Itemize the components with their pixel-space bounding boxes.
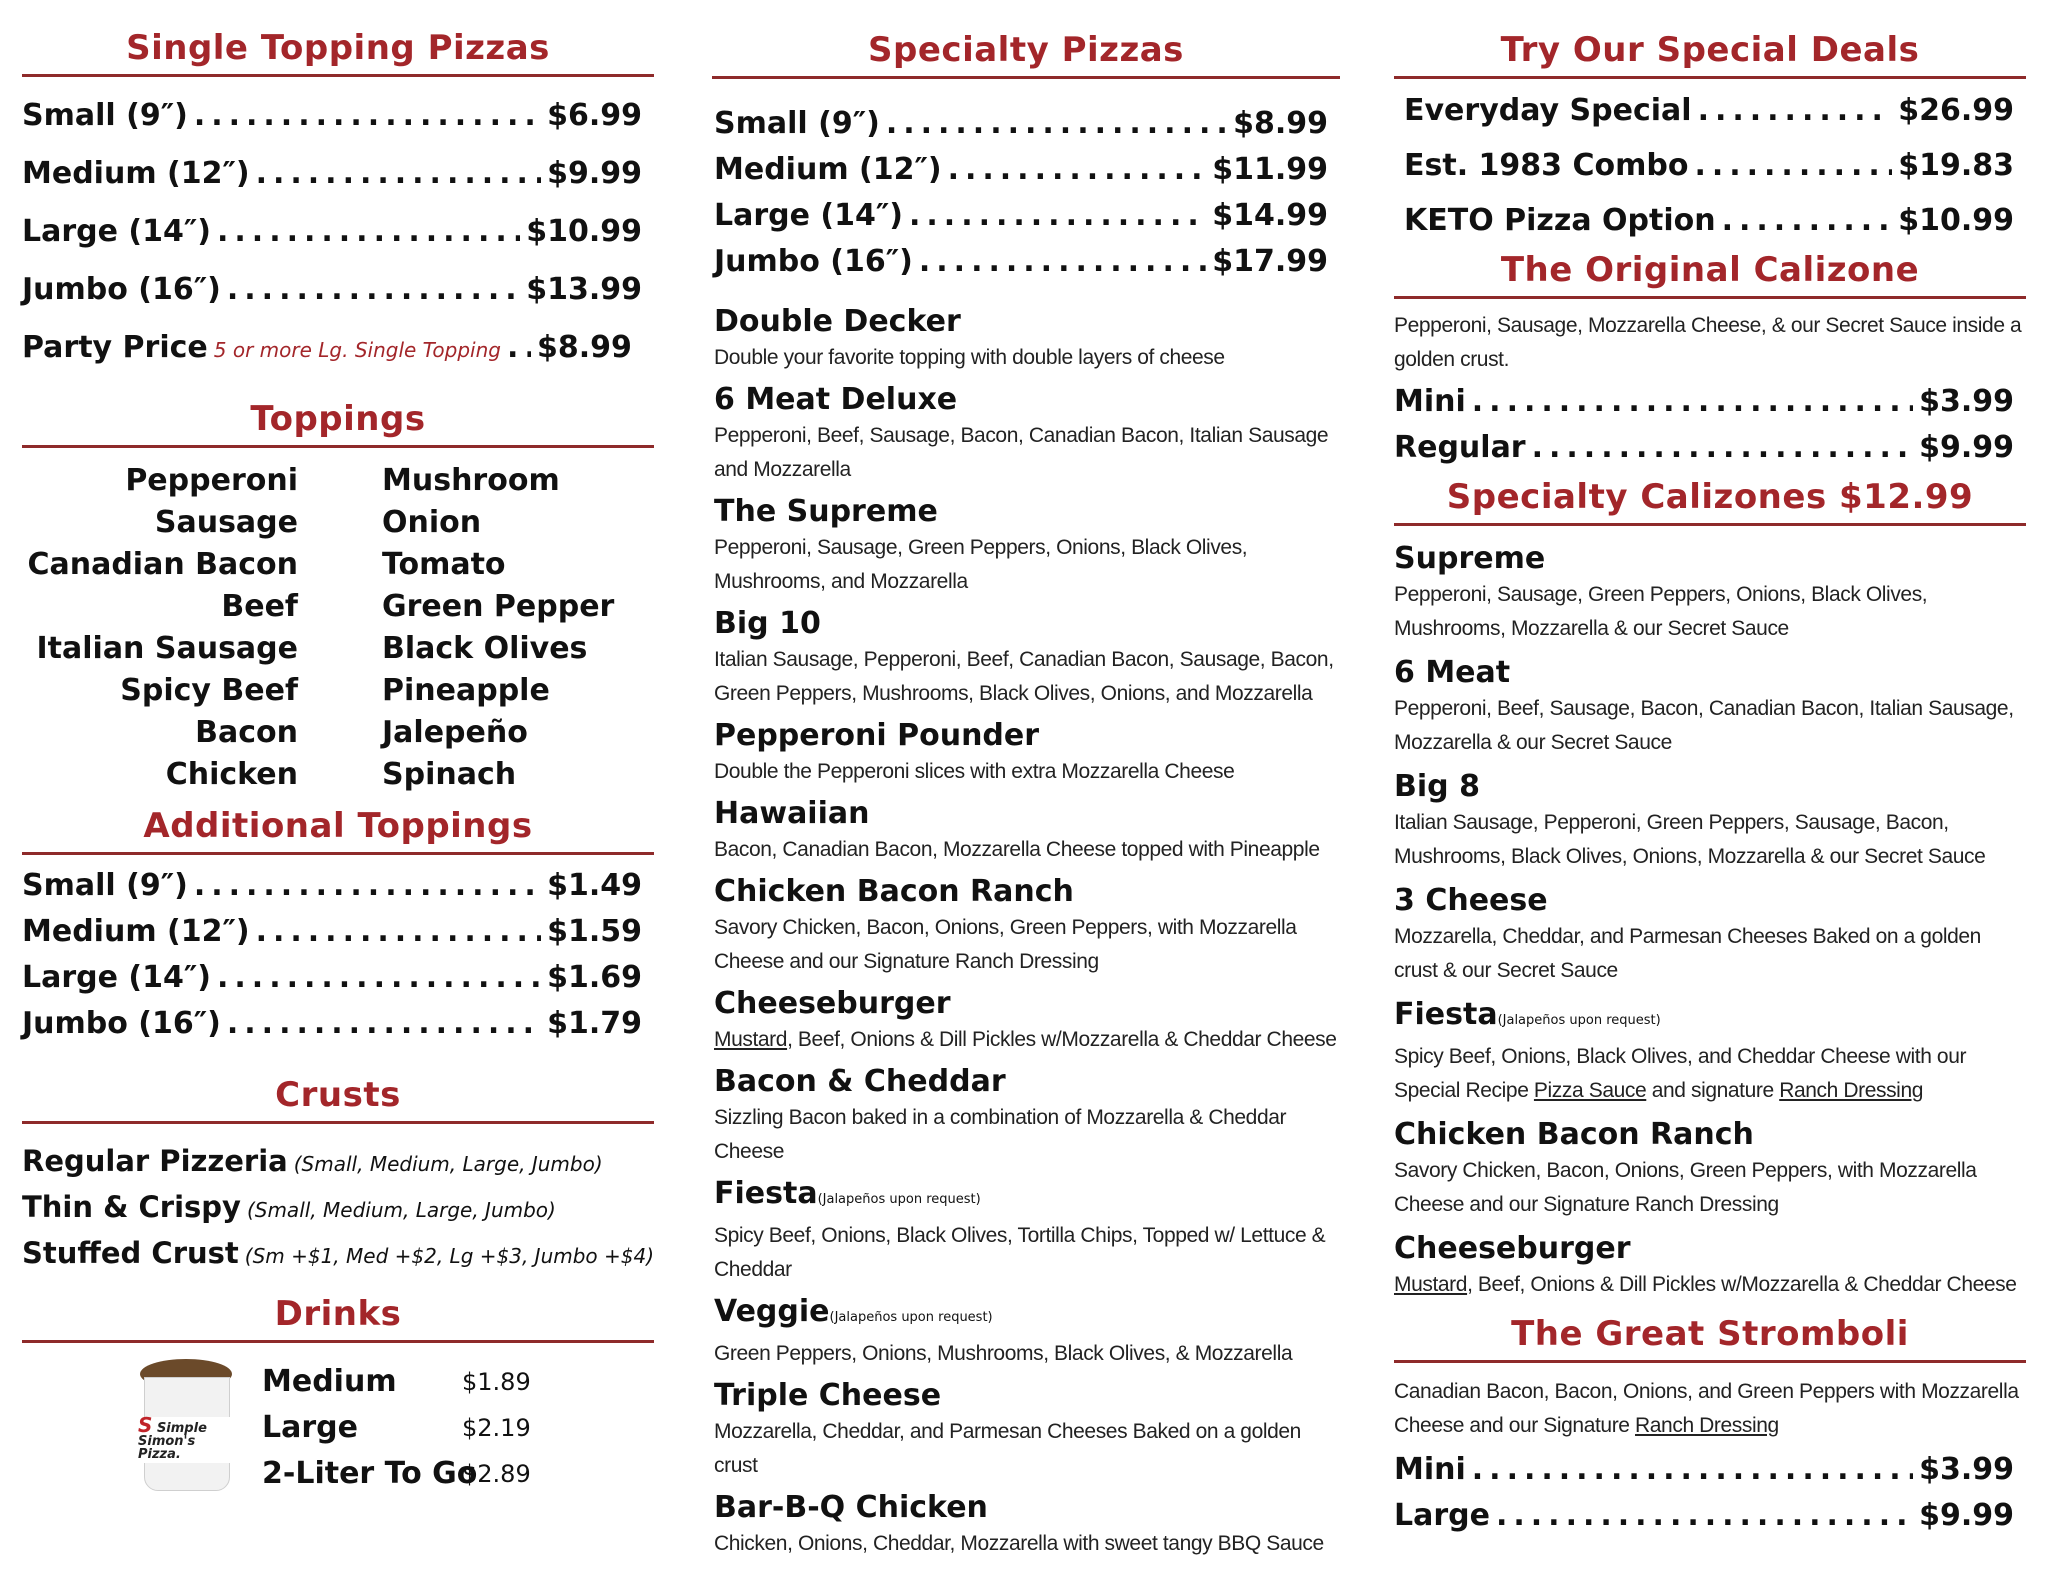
price-row xyxy=(22,863,642,909)
topping-item: Sausage xyxy=(154,505,298,540)
dot-leader xyxy=(886,101,1227,147)
deal-label: Everyday Special xyxy=(1404,93,1692,128)
size-label: Medium (12″) xyxy=(714,152,942,187)
size-label: Regular xyxy=(1394,430,1526,465)
item-name: 3 Cheese xyxy=(1394,883,1548,918)
price-row xyxy=(1394,1493,2014,1539)
topping-item: Spicy Beef xyxy=(120,673,298,708)
topping-item: Canadian Bacon xyxy=(27,547,298,582)
price: $3.99 xyxy=(1919,384,2014,419)
item-name: Fiesta xyxy=(1394,997,1498,1032)
price-row xyxy=(1394,1447,2014,1493)
dot-leader xyxy=(507,319,531,377)
price-row xyxy=(22,87,642,145)
item-desc: Double the Pepperoni slices with extra Mozzarella Cheese xyxy=(714,760,1235,783)
drink-row xyxy=(262,1451,531,1497)
price-row xyxy=(22,145,642,203)
topping-item: Green Pepper xyxy=(382,589,615,624)
drink-list xyxy=(262,1359,531,1499)
price-row xyxy=(714,239,1328,285)
desc-text: Spicy Beef, Onions, Black Olives, and Cheddar Cheese with our Special Recipe xyxy=(1394,1045,1967,1102)
price-row xyxy=(714,193,1328,239)
size-label: Jumbo (16″) xyxy=(22,272,221,307)
item-name: Supreme xyxy=(1394,541,1546,576)
price: $13.99 xyxy=(526,272,642,307)
item-name: Chicken Bacon Ranch xyxy=(714,874,1074,909)
menu-item xyxy=(714,381,1340,487)
item-desc: Pepperoni, Beef, Sausage, Bacon, Canadian Bacon, Italian Sausage and Mozzarella xyxy=(714,424,1329,481)
price: $6.99 xyxy=(547,98,642,133)
price: $9.99 xyxy=(547,156,642,191)
desc-underlined: Ranch Dressing xyxy=(1635,1414,1779,1437)
right-column xyxy=(1394,0,2026,1582)
size-label: Small (9″) xyxy=(714,106,880,141)
item-desc: Double your favorite topping with double layers of cheese xyxy=(714,346,1225,369)
price-row xyxy=(22,203,642,261)
item-name: 6 Meat xyxy=(1394,655,1511,690)
desc-text: and signature xyxy=(1646,1079,1780,1102)
price-row xyxy=(1404,83,2014,138)
price-row xyxy=(22,261,642,319)
simple-simons-logo: S Simple Simon's Pizza. xyxy=(136,1417,242,1463)
dot-leader xyxy=(227,261,520,319)
item-name: Fiesta xyxy=(714,1176,818,1211)
size-label: Medium (12″) xyxy=(22,156,250,191)
party-label: Party Price xyxy=(22,330,208,365)
party-price-row xyxy=(22,319,642,379)
price: $1.79 xyxy=(547,1006,642,1041)
drink-price: $2.89 xyxy=(462,1460,531,1488)
price: $9.99 xyxy=(1919,1498,2014,1533)
item-desc: Sizzling Bacon baked in a combination of Mozzarella & Cheddar Cheese xyxy=(714,1106,1287,1163)
menu-item xyxy=(1394,1230,2026,1302)
menu-item xyxy=(714,1489,1340,1561)
dot-leader xyxy=(919,239,1206,285)
menu-item xyxy=(714,873,1340,979)
item-desc: Pepperoni, Sausage, Green Peppers, Onions, Black Olives, Mushrooms, and Mozzarella xyxy=(714,536,1248,593)
item-desc: Spicy Beef, Onions, Black Olives, Tortilla Chips, Topped w/ Lettuce & Cheddar xyxy=(714,1224,1326,1281)
size-label: Medium (12″) xyxy=(22,914,250,949)
crust-name: Regular Pizzeria xyxy=(22,1144,288,1178)
menu-item xyxy=(714,717,1340,789)
item-name: Cheeseburger xyxy=(1394,1231,1631,1266)
menu-item xyxy=(1394,882,2026,988)
price-row xyxy=(22,955,642,1001)
topping-item: Beef xyxy=(221,589,298,624)
price-row xyxy=(1394,379,2014,425)
size-label: Jumbo (16″) xyxy=(714,244,913,279)
menu-item xyxy=(714,1175,1340,1287)
item-name-row xyxy=(714,1293,1340,1337)
item-name: The Supreme xyxy=(714,494,938,529)
item-desc: Italian Sausage, Pepperoni, Beef, Canadian Bacon, Sausage, Bacon, Green Peppers, Mushrooms, Black Olives, Onions, and Mozzarella xyxy=(714,648,1334,705)
item-name: Chicken Bacon Ranch xyxy=(1394,1117,1754,1152)
menu-item xyxy=(714,1063,1340,1169)
item-desc: Chicken, Onions, Cheddar, Mozzarella with sweet tangy BBQ Sauce xyxy=(714,1532,1324,1555)
item-name-row xyxy=(714,1175,1340,1219)
topping-item: Onion xyxy=(382,505,482,540)
soda-cup-icon xyxy=(132,1359,242,1499)
crust-row xyxy=(22,1140,654,1186)
size-label: Large (14″) xyxy=(714,198,903,233)
desc-text: , Beef, Onions & Dill Pickles w/Mozzarella & Cheddar Cheese xyxy=(1467,1273,2017,1296)
special-deals-title: Try Our Special Deals xyxy=(1394,28,2026,79)
drink-row xyxy=(262,1405,531,1451)
price-row xyxy=(1404,193,2014,248)
dot-leader xyxy=(1722,193,1893,248)
size-label: Small (9″) xyxy=(22,868,188,903)
crust-name: Thin & Crispy xyxy=(22,1190,241,1224)
price-row xyxy=(1404,138,2014,193)
item-name: Bar-B-Q Chicken xyxy=(714,1490,988,1525)
price: $9.99 xyxy=(1919,430,2014,465)
size-label: Mini xyxy=(1394,384,1466,419)
price-row xyxy=(22,1001,642,1047)
dot-leader xyxy=(227,1001,541,1047)
single-topping-title: Single Topping Pizzas xyxy=(22,26,654,77)
desc-text: Canadian Bacon, Bacon, Onions, and Green Peppers with Mozzarella Cheese and our Signature xyxy=(1394,1380,2019,1437)
item-desc xyxy=(1394,1040,2026,1108)
price: $3.99 xyxy=(1919,1452,2014,1487)
dot-leader xyxy=(948,147,1207,193)
price: $11.99 xyxy=(1212,152,1328,187)
drinks-title: Drinks xyxy=(22,1292,654,1343)
crust-name: Stuffed Crust xyxy=(22,1236,239,1270)
price: $1.59 xyxy=(547,914,642,949)
item-desc: Pepperoni, Beef, Sausage, Bacon, Canadian Bacon, Italian Sausage, Mozzarella & our Secret Sauce xyxy=(1394,697,2014,754)
logo-text: Simple Simon's Pizza. xyxy=(138,1421,207,1462)
dot-leader xyxy=(1472,1447,1913,1493)
size-label: Large xyxy=(1394,1498,1490,1533)
price: $14.99 xyxy=(1212,198,1328,233)
item-name-row xyxy=(1394,996,2026,1040)
specialty-calizones-title: Specialty Calizones $12.99 xyxy=(1394,475,2026,526)
dot-leader xyxy=(256,145,542,203)
drink-price: $2.19 xyxy=(462,1414,531,1442)
price: $1.49 xyxy=(547,868,642,903)
stromboli-title: The Great Stromboli xyxy=(1394,1312,2026,1363)
topping-item: Italian Sausage xyxy=(36,631,298,666)
item-note: (Jalapeños upon request) xyxy=(829,1310,993,1325)
item-name: Cheeseburger xyxy=(714,986,951,1021)
price: $1.69 xyxy=(547,960,642,995)
item-name: Big 8 xyxy=(1394,769,1480,804)
toppings-list xyxy=(22,460,654,796)
size-label: Large (14″) xyxy=(22,214,211,249)
crust-row xyxy=(22,1186,654,1232)
drink-name: Medium xyxy=(262,1364,397,1399)
item-name: 6 Meat Deluxe xyxy=(714,382,958,417)
price-row xyxy=(1394,425,2014,471)
topping-item: Pineapple xyxy=(382,673,550,708)
item-name: Hawaiian xyxy=(714,796,870,831)
menu-item xyxy=(714,303,1340,375)
menu-item xyxy=(714,985,1340,1057)
price-row xyxy=(714,147,1328,193)
item-desc: Pepperoni, Sausage, Green Peppers, Onions, Black Olives, Mushrooms, Mozzarella & our Secret Sauce xyxy=(1394,583,1928,640)
item-desc: Green Peppers, Onions, Mushrooms, Black Olives, & Mozzarella xyxy=(714,1342,1293,1365)
menu-item xyxy=(1394,654,2026,760)
specialty-pizzas-title: Specialty Pizzas xyxy=(712,28,1340,79)
drinks-section xyxy=(22,1359,654,1499)
dot-leader xyxy=(1694,138,1892,193)
middle-column xyxy=(712,0,1340,1582)
item-desc xyxy=(714,1023,1340,1057)
dot-leader xyxy=(217,955,541,1001)
crust-note: (Small, Medium, Large, Jumbo) xyxy=(246,1198,556,1222)
stromboli-desc xyxy=(1394,1363,2026,1443)
left-column xyxy=(22,0,654,1582)
price: $17.99 xyxy=(1212,244,1328,279)
drink-name: 2-Liter To Go xyxy=(262,1456,478,1491)
menu-item xyxy=(714,1293,1340,1371)
dot-leader xyxy=(1532,425,1913,471)
dot-leader xyxy=(909,193,1206,239)
menu-item xyxy=(714,605,1340,711)
desc-underlined: Mustard xyxy=(714,1028,788,1051)
item-desc xyxy=(1394,1268,2026,1302)
desc-underlined: Ranch Dressing xyxy=(1779,1079,1924,1102)
size-label: Large (14″) xyxy=(22,960,211,995)
party-note: 5 or more Lg. Single Topping xyxy=(213,338,501,362)
price: $10.99 xyxy=(1898,203,2014,238)
menu-item xyxy=(714,493,1340,599)
size-label: Small (9″) xyxy=(22,98,188,133)
crust-note: (Small, Medium, Large, Jumbo) xyxy=(293,1152,603,1176)
menu-item xyxy=(714,1377,1340,1483)
item-name: Triple Cheese xyxy=(714,1378,942,1413)
drink-row xyxy=(262,1359,531,1405)
desc-underlined: Pizza Sauce xyxy=(1533,1079,1647,1102)
toppings-title: Toppings xyxy=(22,397,654,448)
topping-item: Jalepeño xyxy=(382,715,528,750)
dot-leader xyxy=(194,87,541,145)
item-desc: Mozzarella, Cheddar, and Parmesan Cheeses Baked on a golden crust xyxy=(714,1420,1301,1477)
deal-label: KETO Pizza Option xyxy=(1404,203,1716,238)
item-note: (Jalapeños upon request) xyxy=(1497,1013,1661,1028)
item-desc: Savory Chicken, Bacon, Onions, Green Peppers, with Mozzarella Cheese and our Signature Ranch Dressing xyxy=(714,916,1297,973)
crust-note: (Sm +$1, Med +$2, Lg +$3, Jumbo +$4) xyxy=(244,1244,655,1268)
calizone-title: The Original Calizone xyxy=(1394,248,2026,299)
specialty-items xyxy=(712,285,1340,1561)
item-name: Bacon & Cheddar xyxy=(714,1064,1006,1099)
menu-item xyxy=(714,795,1340,867)
topping-item: Bacon xyxy=(195,715,298,750)
item-name: Veggie xyxy=(714,1294,830,1329)
menu-item xyxy=(1394,768,2026,874)
item-name: Double Decker xyxy=(714,304,961,339)
toppings-veg-column xyxy=(298,460,614,796)
drink-name: Large xyxy=(262,1410,358,1445)
crust-row xyxy=(22,1232,654,1278)
price: $10.99 xyxy=(526,214,642,249)
dot-leader xyxy=(1698,83,1893,138)
menu-item xyxy=(1394,996,2026,1108)
item-name: Big 10 xyxy=(714,606,821,641)
crusts-title: Crusts xyxy=(22,1073,654,1124)
topping-item: Mushroom xyxy=(382,463,560,498)
dot-leader xyxy=(217,203,520,261)
item-desc: Savory Chicken, Bacon, Onions, Green Peppers, with Mozzarella Cheese and our Signature Ranch Dressing xyxy=(1394,1159,1977,1216)
topping-item: Tomato xyxy=(382,547,506,582)
price-row xyxy=(714,101,1328,147)
item-name: Pepperoni Pounder xyxy=(714,718,1040,753)
item-desc: Italian Sausage, Pepperoni, Green Peppers, Sausage, Bacon, Mushrooms, Black Olives, Onions, Mozzarella & our Secret Sauce xyxy=(1394,811,1986,868)
topping-item: Spinach xyxy=(382,757,517,792)
price: $19.83 xyxy=(1898,148,2014,183)
size-label: Jumbo (16″) xyxy=(22,1006,221,1041)
desc-text: , Beef, Onions & Dill Pickles w/Mozzarella & Cheddar Cheese xyxy=(787,1028,1337,1051)
price: $26.99 xyxy=(1898,93,2014,128)
dot-leader xyxy=(1472,379,1913,425)
price-row xyxy=(22,909,642,955)
party-price: $8.99 xyxy=(536,330,632,365)
item-note: (Jalapeños upon request) xyxy=(817,1192,981,1207)
menu-item xyxy=(1394,1116,2026,1222)
topping-item: Pepperoni xyxy=(125,463,298,498)
additional-toppings-title: Additional Toppings xyxy=(22,804,654,855)
size-label: Mini xyxy=(1394,1452,1466,1487)
dot-leader xyxy=(256,909,542,955)
item-desc: Mozzarella, Cheddar, and Parmesan Cheeses Baked on a golden crust & our Secret Sauce xyxy=(1394,925,1981,982)
price: $8.99 xyxy=(1233,106,1328,141)
topping-item: Black Olives xyxy=(382,631,588,666)
topping-item: Chicken xyxy=(165,757,298,792)
dot-leader xyxy=(1496,1493,1913,1539)
item-desc: Bacon, Canadian Bacon, Mozzarella Cheese topped with Pineapple xyxy=(714,838,1320,861)
specialty-calizone-items xyxy=(1394,526,2026,1302)
deal-label: Est. 1983 Combo xyxy=(1404,148,1689,183)
drink-price: $1.89 xyxy=(462,1368,531,1396)
calizone-desc: Pepperoni, Sausage, Mozzarella Cheese, & our Secret Sauce inside a golden crust. xyxy=(1394,314,2022,371)
menu-item xyxy=(1394,540,2026,646)
dot-leader xyxy=(194,863,541,909)
toppings-meat-column xyxy=(22,460,298,796)
desc-underlined: Mustard xyxy=(1394,1273,1468,1296)
